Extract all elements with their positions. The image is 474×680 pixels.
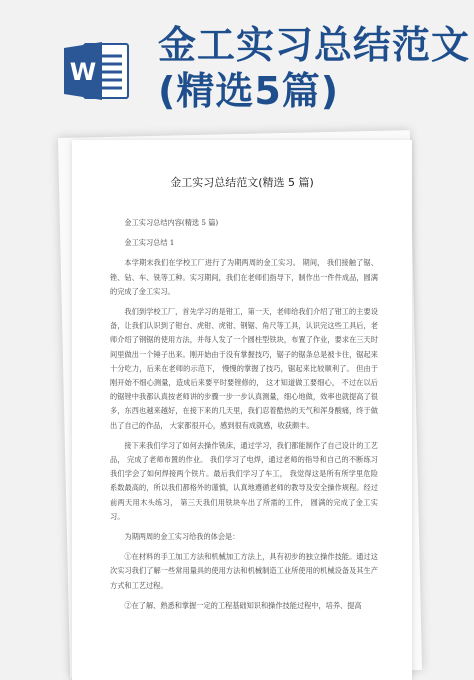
- paragraph: 为期两周的金工实习给我的体会是：: [124, 532, 240, 542]
- document-page: [72, 140, 412, 680]
- title-line-1: 金工实习总结范文: [158, 23, 471, 67]
- word-doc-icon: [62, 40, 130, 102]
- document-title: [158, 22, 470, 114]
- toc-label: 金工实习总结内容(精选 5 篇): [124, 218, 219, 227]
- paragraph: ②在了解、熟悉和掌握一定的工程基础知识和操作技能过程中，培养、提高: [124, 600, 362, 610]
- page-header: [0, 0, 474, 140]
- document-body: [110, 210, 378, 613]
- section-label: 金工实习总结 1: [124, 238, 175, 248]
- paragraph: 接下来我们学习了如何去操作铣床，通过学习，我们都能制作了自己设计的工艺品， 完成了老师布置的作业。 我们学习了电焊，通过老师的指导和自己的不断练习我们学会了如何焊接两个铁片。最后我们学习了车工， 我觉得这是所有所学里危险系数最高的，所以我们都格外的谨慎，认真地遵循老师的教导及安全操作规程。经过前两天用木头练习， 第三天我们用铁块车出了所需的工件， 圆满的完成了金工实习。: [110, 440, 378, 521]
- svg-text:W: W: [69, 58, 97, 86]
- paragraph: 我们到学校工厂，首先学习的是钳工，第一天，老师给我们介绍了钳工的主要设备，让我们认识到了钳台、虎钳、虎钳、钢锯、角尺等工具，认识完这些工具后，老师介绍了钢锯的使用方法，并每人发了一个圆柱型铁块，布置了作业，要求在三天时间里做出一个锤子出来。刚开始由于没有掌握技巧，锯子的锯条总是被卡住，锯起来十分吃力，后来在老师的示范下， 慢慢的掌握了技巧，锯起来比较顺利了。 但由于刚开始不细心测量，造成后来要平时要锉修的， 这才知道做工要细心， 不过在以后的锯锉中我都认真按老师讲的步骤一步一步认真测量，细心地做，效率也就提高了很多，东西也越来越好，在接下来的几天里，我们忍着酷热的天气和浑身酸痛，终于做出了自己的作品， 大家都很开心，感到很有成就感，收获颇丰。: [110, 307, 378, 430]
- page-heading: 金工实习总结范文(精选 5 篇): [170, 176, 314, 189]
- paragraph: 本学期末我们在学校工厂进行了为期两周的金工实习。 期间， 我们接触了锯、锉、钻、车、铣等工种。实习期间，我们在老师们指导下，制作出一件件成品，圆满的完成了金工实习。: [110, 258, 378, 296]
- paragraph: ①在材料的手工加工方法和机械加工方法上，具有初步的独立操作技能。通过这次实习我们了解一些常用量具的使用方法和机械制造工业所使用的机械设备及其生产方式和工艺过程。: [110, 552, 378, 590]
- title-line-2: (精选5篇): [158, 69, 340, 113]
